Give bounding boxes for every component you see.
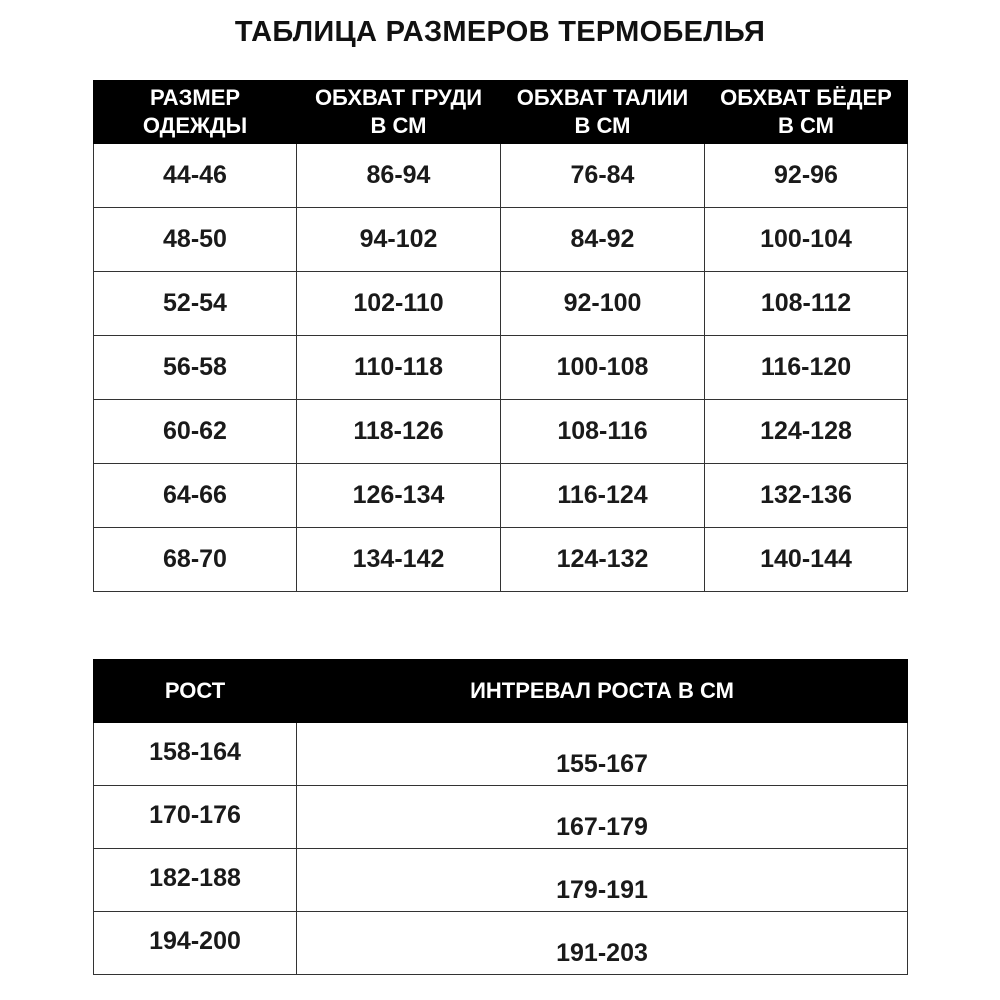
table-header-row	[94, 660, 908, 723]
table-row	[94, 400, 908, 464]
waist-cell: 124-132	[501, 528, 705, 592]
height-cell: 158-164	[94, 723, 297, 786]
header-line: ОБХВАТ ТАЛИИ	[516, 85, 689, 110]
clothing-size-table	[93, 80, 908, 592]
chest-cell: 110-118	[297, 336, 501, 400]
hip-cell: 92-96	[705, 144, 908, 208]
header-line: В СМ	[574, 113, 631, 138]
waist-cell: 100-108	[501, 336, 705, 400]
height-table	[93, 659, 908, 975]
height-cell: 194-200	[94, 912, 297, 975]
height-interval-cell: 155-167	[297, 723, 908, 786]
page-title: ТАБЛИЦА РАЗМЕРОВ ТЕРМОБЕЛЬЯ	[234, 16, 766, 48]
header-line: В СМ	[370, 113, 427, 138]
table-row	[94, 786, 908, 849]
chest-cell: 118-126	[297, 400, 501, 464]
table-row	[94, 912, 908, 975]
header-line: В СМ	[778, 113, 834, 138]
waist-cell: 116-124	[501, 464, 705, 528]
table-row	[94, 208, 908, 272]
table-row	[94, 849, 908, 912]
clothing-size-cell: 60-62	[94, 400, 297, 464]
header-hip-girth	[705, 81, 908, 144]
hip-cell: 124-128	[705, 400, 908, 464]
header-clothing-size	[94, 81, 297, 144]
height-interval-cell: 191-203	[297, 912, 908, 975]
clothing-size-cell: 52-54	[94, 272, 297, 336]
hip-cell: 116-120	[705, 336, 908, 400]
waist-cell: 76-84	[501, 144, 705, 208]
header-line: ОБХВАТ ГРУДИ	[314, 85, 483, 110]
chest-cell: 102-110	[297, 272, 501, 336]
clothing-size-cell: 64-66	[94, 464, 297, 528]
clothing-size-cell: 44-46	[94, 144, 297, 208]
table-row	[94, 336, 908, 400]
height-cell: 170-176	[94, 786, 297, 849]
chest-cell: 86-94	[297, 144, 501, 208]
header-line: ОДЕЖДЫ	[142, 113, 248, 138]
table-row	[94, 272, 908, 336]
height-interval-cell: 179-191	[297, 849, 908, 912]
header-line: РАЗМЕР	[149, 85, 241, 110]
chest-cell: 126-134	[297, 464, 501, 528]
header-line: ОБХВАТ БЁДЕР	[720, 85, 892, 110]
height-cell: 182-188	[94, 849, 297, 912]
hip-cell: 140-144	[705, 528, 908, 592]
table-row	[94, 528, 908, 592]
hip-cell: 132-136	[705, 464, 908, 528]
header-height-interval: ИНТРЕВАЛ РОСТА В СМ	[297, 660, 908, 723]
clothing-size-cell: 48-50	[94, 208, 297, 272]
clothing-size-cell: 56-58	[94, 336, 297, 400]
table-row	[94, 144, 908, 208]
chest-cell: 134-142	[297, 528, 501, 592]
waist-cell: 84-92	[501, 208, 705, 272]
hip-cell: 100-104	[705, 208, 908, 272]
height-interval-cell: 167-179	[297, 786, 908, 849]
hip-cell: 108-112	[705, 272, 908, 336]
chest-cell: 94-102	[297, 208, 501, 272]
clothing-size-cell: 68-70	[94, 528, 297, 592]
table-row	[94, 464, 908, 528]
header-chest-girth	[297, 81, 501, 144]
header-height: РОСТ	[94, 660, 297, 723]
header-waist-girth	[501, 81, 705, 144]
table-row	[94, 723, 908, 786]
table-header-row	[94, 81, 908, 144]
waist-cell: 92-100	[501, 272, 705, 336]
waist-cell: 108-116	[501, 400, 705, 464]
